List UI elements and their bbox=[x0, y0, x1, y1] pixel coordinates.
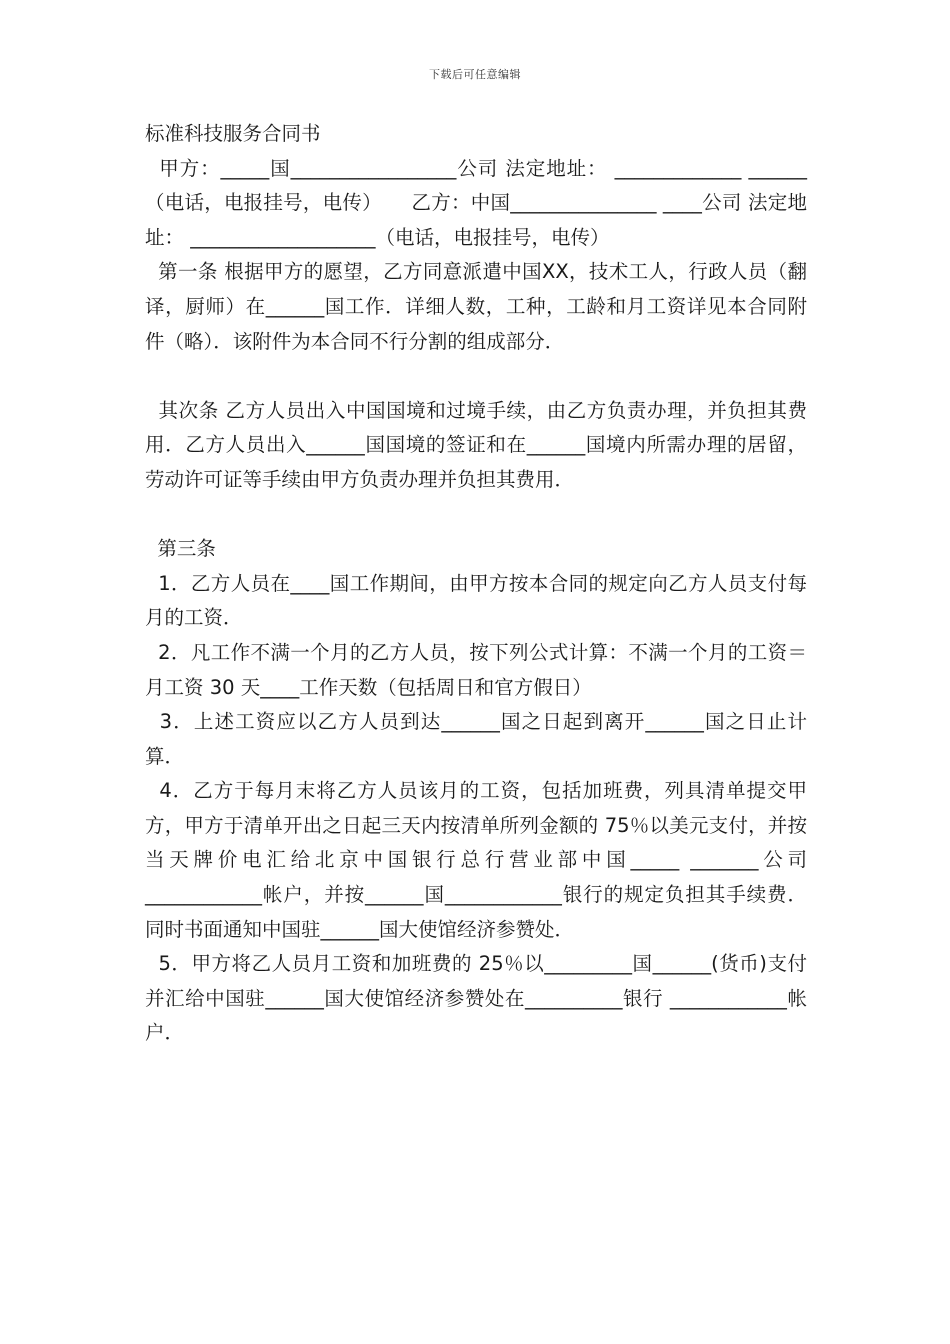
article-1-paragraph: 第一条 根据甲方的愿望，乙方同意派遣中国XX，技术工人，行政人员（翻译，厨师）在______国工作．详细人数，工种，工龄和月工资详见本合同附件（略）．该附件为本合同不行分割的组成部分． bbox=[145, 260, 807, 353]
paragraph-spacer bbox=[145, 498, 807, 533]
article-3-item-2: 2．凡工作不满一个月的乙方人员，按下列公式计算：不满一个月的工资＝月工资 30 天____工作天数（包括周日和官方假日） bbox=[145, 640, 807, 699]
article-3-item-5: 5．甲方将乙人员月工资和加班费的 25％以_________国______(货币)支付并汇给中国驻______国大使馆经济参赞处在__________银行 ____________帐户． bbox=[145, 952, 807, 1045]
article-3-item-3: 3．上述工资应以乙方人员到达______国之日起到离开______国之日止计算． bbox=[145, 710, 807, 768]
document-body bbox=[145, 117, 807, 1051]
article-3-item-1: 1．乙方人员在____国工作期间，由甲方按本合同的规定向乙方人员支付每月的工资． bbox=[145, 571, 807, 630]
document-title: 标准科技服务合同书 bbox=[145, 122, 321, 145]
article-3-item-4: 4．乙方于每月末将乙方人员该月的工资，包括加班费，列具清单提交甲方，甲方于清单开出之日起三天内按清单所列金额的 75％以美元支付，并按当天牌价电汇给北京中国银行总行营业部中国_____ _______公司____________帐户，并按______国____________银行的规定负担其手续费．同时书面通知中国驻______国大使馆经济参赞处． bbox=[145, 779, 807, 941]
article-3-heading: 第三条 bbox=[145, 537, 216, 561]
paragraph-spacer bbox=[145, 359, 807, 394]
parties-paragraph: 甲方：_____国_________________公司 法定地址： _____________ ______（电话，电报挂号，电传） 乙方：中国_______________ ____公司 法定地址： ___________________（电话，电报挂号，电传） bbox=[145, 156, 807, 249]
article-2-paragraph: 其次条 乙方人员出入中国国境和过境手续，由乙方负责办理，并负担其费用．乙方人员出入______国国境的签证和在______国境内所需办理的居留，劳动许可证等手续由甲方负责办理并负担其费用． bbox=[145, 398, 807, 491]
header-note: 下载后可任意编辑 bbox=[429, 68, 521, 81]
